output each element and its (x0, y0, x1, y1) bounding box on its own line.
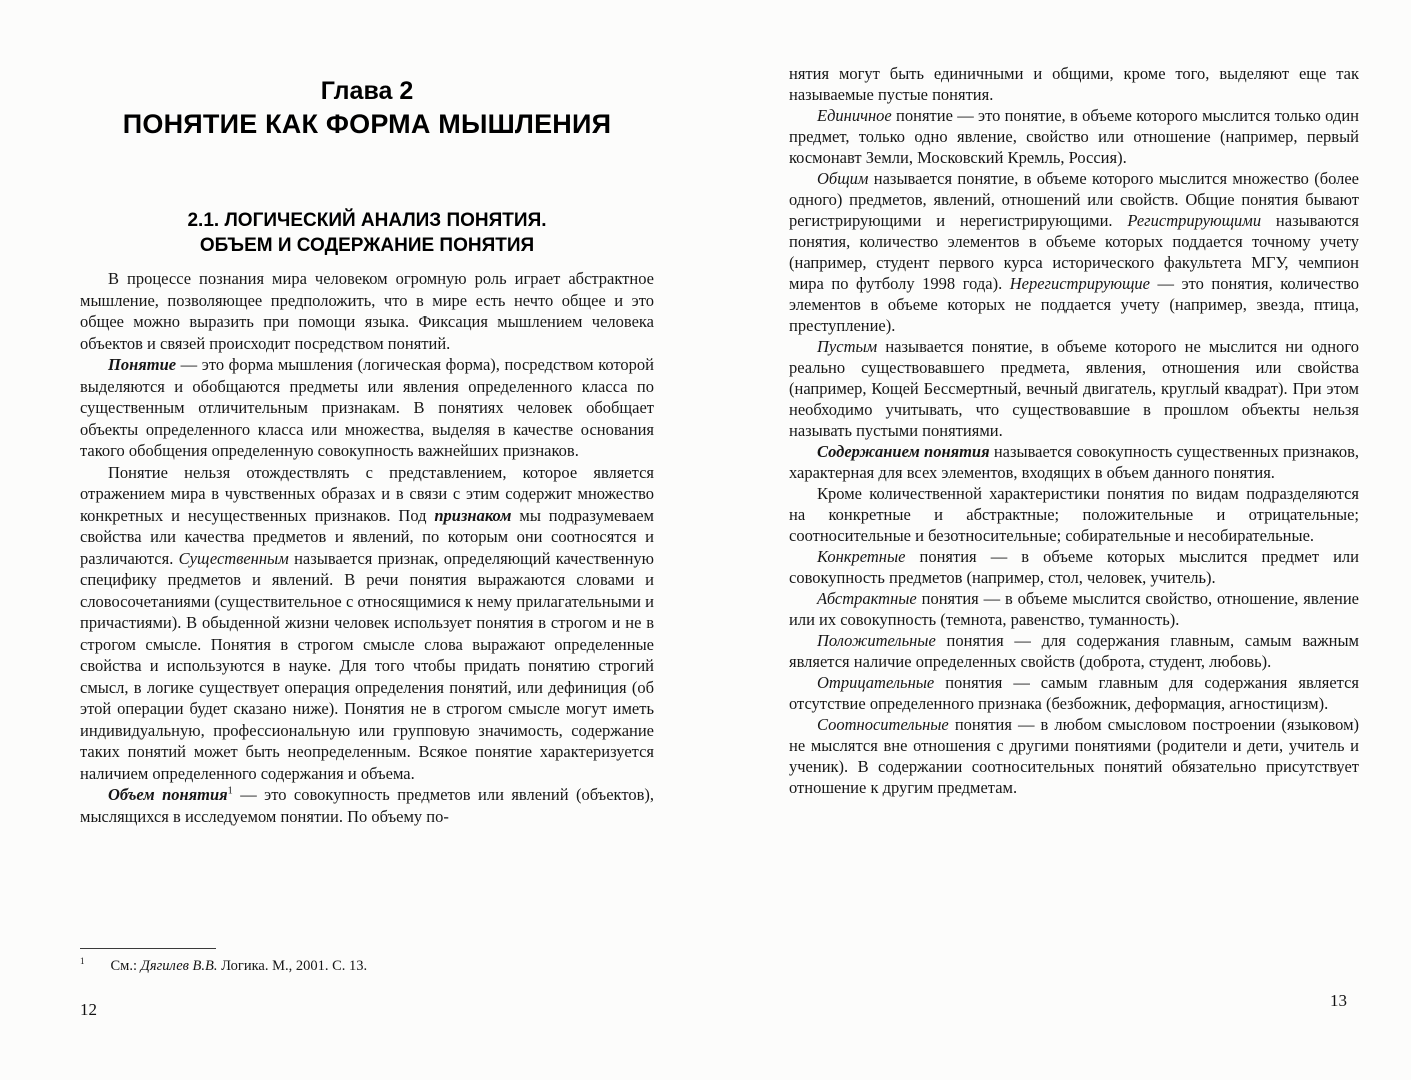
page-number-right: 13 (1330, 991, 1347, 1010)
paragraph: Содержанием понятия называется совокупность существенных признаков, характерная для всех элементов, входящих в объем данного понятия. (789, 442, 1359, 482)
paragraph: Понятие — это форма мышления (логическая форма), посредством которой выделяются и обобщаются предметы или явления определенного класса по существенным отличительным признакам. В понятиях человек обобщает объекты определенного класса или множества, выделяя в качестве основания такого обобщения определенную совокупность важнейших признаков. (80, 355, 654, 460)
paragraph: Объем понятия$^1$ — это совокупность предметов или явлений (объектов), мыслящихся в исследуемом понятии. По объему по- (80, 785, 654, 826)
paragraph: $^1$ См.: Дягилев В.В. Логика. М., 2001. С. 13. (80, 956, 368, 974)
paragraph: Отрицательные понятия — самым главным для содержания является отсутствие определенного признака (безбожник, деформация, агностицизм). (789, 673, 1359, 713)
page-number-left: 12 (80, 1000, 97, 1019)
right-page-body (789, 63, 1359, 798)
paragraph: Пустым называется понятие, в объеме которого не мыслится ни одного реально существовавшего предмета, явления, отношения или свойства (например, Кощей Бессмертный, вечный двигатель, круглый квадрат). При этом необходимо учитывать, что существовавшие в прошлом объекты нельзя называть пустыми понятиями. (789, 337, 1359, 440)
paragraph: Конкретные понятия — в объеме которых мыслится предмет или совокупность предметов (например, стол, человек, учитель). (789, 547, 1359, 587)
section-heading-line2: ОБЪЕМ И СОДЕРЖАНИЕ ПОНЯТИЯ (199, 235, 535, 256)
section-heading (80, 208, 654, 258)
footnote (80, 948, 654, 976)
page-right (789, 63, 1359, 1028)
paragraph: Соотносительные понятия — в любом смысловом построении (языковом) не мыслятся вне отношения с другими понятиями (родители и дети, учитель и ученик). В содержании соотносительных понятий обязательно присутствует отношение к другим предметам. (789, 715, 1359, 797)
paragraph: Понятие нельзя отождествлять с представлением, которое является отражением мира в чувственных образах и в связи с этим содержит множество конкретных и несущественных признаков. Под признаком мы подразумеваем свойства или качества предметов и явлений, по которым они соотносятся и различаются. Существенным называется признак, определяющий качественную специфику предметов и явлений. В речи понятия выражаются словами и словосочетаниями (существительное с относящимися к нему прилагательными и причастиями). В обыденной жизни человек использует понятия в строгом и не в строгом смысле. Понятия в строгом смысле слова выражают определенные свойства и используются в науке. Для того чтобы придать понятию строгий смысл, в логике существует операция определения понятий, или дефиниция (об этой операции будет сказано ниже). Понятия не в строгом смысле могут иметь индивидуальную, профессиональную или групповую значимость, содержание таких понятий может быть неопределенным. Всякое понятие характеризуется наличием определенного содержания и объема. (80, 462, 654, 783)
paragraph: В процессе познания мира человеком огромную роль играет абстрактное мышление, позволяющее предположить, что в мире есть нечто общее и это общее можно выразить при помощи языка. Фиксация мышлением человека объектов и связей происходит посредством понятий. (80, 269, 654, 353)
paragraph: Общим называется понятие, в объеме которого мыслится множество (более одного) предметов, явлений, отношений или свойств. Общие понятия бывают регистрирующими и нерегистрирующими. Регистрирующими называются понятия, количество элементов в объеме которых поддается точному учету (например, студент первого курса исторического факультета МГУ, чемпион мира по футболу 1998 года). Нерегистрирующие — это понятия, количество элементов в объеме которых не поддается учету (например, звезда, птица, преступление). (789, 169, 1359, 335)
paragraph: Кроме количественной характеристики понятия по видам подразделяются на конкретные и абстрактные; положительные и отрицательные; соотносительные и безотносительные; собирательные и несобирательные. (789, 484, 1359, 545)
paragraph: Единичное понятие — это понятие, в объеме которого мыслится только один предмет, только одно явление, свойство или отношение (например, первый космонавт Земли, Московский Кремль, Россия). (789, 106, 1359, 167)
chapter-title: ПОНЯТИЕ КАК ФОРМА МЫШЛЕНИЯ (122, 109, 612, 139)
footnote-text (80, 957, 654, 976)
left-page-body (80, 268, 654, 827)
page-left (80, 76, 654, 1028)
paragraph: Абстрактные понятия — в объеме мыслится свойство, отношение, явление или их совокупность (темнота, равенство, туманность). (789, 589, 1359, 629)
chapter-label: Глава 2 (320, 77, 414, 105)
section-heading-line1: 2.1. ЛОГИЧЕСКИЙ АНАЛИЗ ПОНЯТИЯ. (187, 210, 547, 231)
paragraph: Положительные понятия — для содержания главным, самым важным является наличие определенных свойств (доброта, студент, любовь). (789, 631, 1359, 671)
footnote-divider (80, 948, 216, 949)
paragraph: нятия могут быть единичными и общими, кроме того, выделяют еще так называемые пустые понятия. (789, 64, 1359, 104)
